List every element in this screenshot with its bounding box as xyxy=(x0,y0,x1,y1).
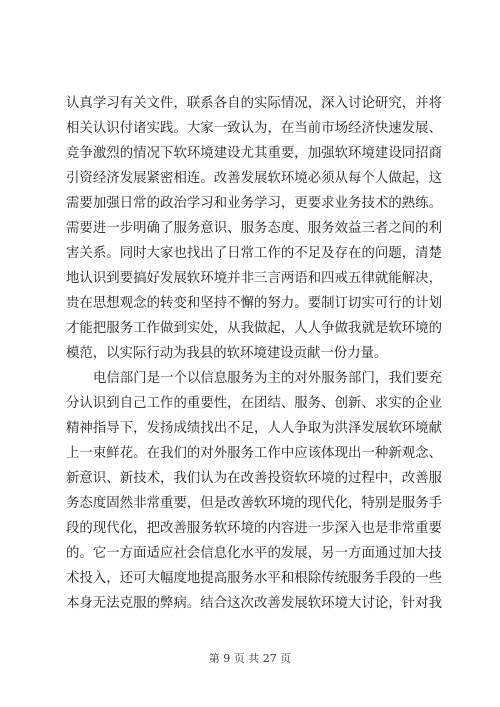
paragraph-1-line-2: 相关认识付诸实践。大家一致认为，在当前市场经济快速发展、 xyxy=(66,121,442,136)
paragraph-1-line-8: 地认识到要搞好发展软环境并非三言两语和四戒五律就能解决， xyxy=(66,271,442,286)
paragraph-2-line-9: 术投入，还可大幅度地提高服务水平和根除传统服务手段的一些 xyxy=(66,571,442,586)
page-number-footer: 第 9 页 共 27 页 xyxy=(208,652,292,665)
paragraph-1-line-4: 引资经济发展紧密相连。改善发展软环境必须从每个人做起，这 xyxy=(66,171,442,186)
paragraph-2-line-5: 新意识、新技术，我们认为在改善投资软环境的过程中，改善服 xyxy=(66,471,442,486)
paragraph-1-line-10: 才能把服务工作做到实处，从我做起，人人争做我就是软环境的 xyxy=(66,321,442,336)
paragraph-1-line-1: 认真学习有关文件，联系各自的实际情况，深入讨论研究，并将 xyxy=(66,96,442,111)
paragraph-2-line-3: 精神指导下，发扬成绩找出不足，人人争取为洪泽发展软环境献 xyxy=(66,421,442,436)
paragraph-1-line-3: 竞争激烈的情况下软环境建设尤其重要，加强软环境建设同招商 xyxy=(66,146,442,161)
paragraph-2-line-4: 上一束鲜花。在我们的对外服务工作中应该体现出一种新观念、 xyxy=(66,446,442,461)
paragraph-2-line-6: 务态度固然非常重要，但是改善软环境的现代化，特别是服务手 xyxy=(66,496,442,511)
paragraph-2-line-7: 段的现代化，把改善服务软环境的内容进一步深入也是非常重要 xyxy=(66,521,442,536)
paragraph-2-line-1: 电信部门是一个以信息服务为主的对外服务部门，我们要充 xyxy=(93,371,442,386)
paragraph-1-line-7: 害关系。同时大家也找出了日常工作的不足及存在的问题，清楚 xyxy=(66,246,442,261)
paragraph-2-line-8: 的。它一方面适应社会信息化水平的发展，另一方面通过加大技 xyxy=(66,546,442,561)
paragraph-1-line-9: 贵在思想观念的转变和坚持不懈的努力。要制订切实可行的计划 xyxy=(66,296,442,311)
paragraph-2-line-10: 本身无法克服的弊病。结合这次改善发展软环境大讨论，针对我 xyxy=(66,596,442,611)
paragraph-1-line-6: 需要进一步明确了服务意识、服务态度、服务效益三者之间的利 xyxy=(66,221,442,236)
body-text xyxy=(66,91,442,616)
paragraph-1-line-5: 需要加强日常的政治学习和业务学习，更要求业务技术的熟练。 xyxy=(66,196,442,211)
paragraph-2-line-2: 分认识到自己工作的重要性，在团结、服务、创新、求实的企业 xyxy=(66,396,442,411)
paragraph-1-line-11: 模范，以实际行动为我县的软环境建设贡献一份力量。 xyxy=(66,346,388,361)
